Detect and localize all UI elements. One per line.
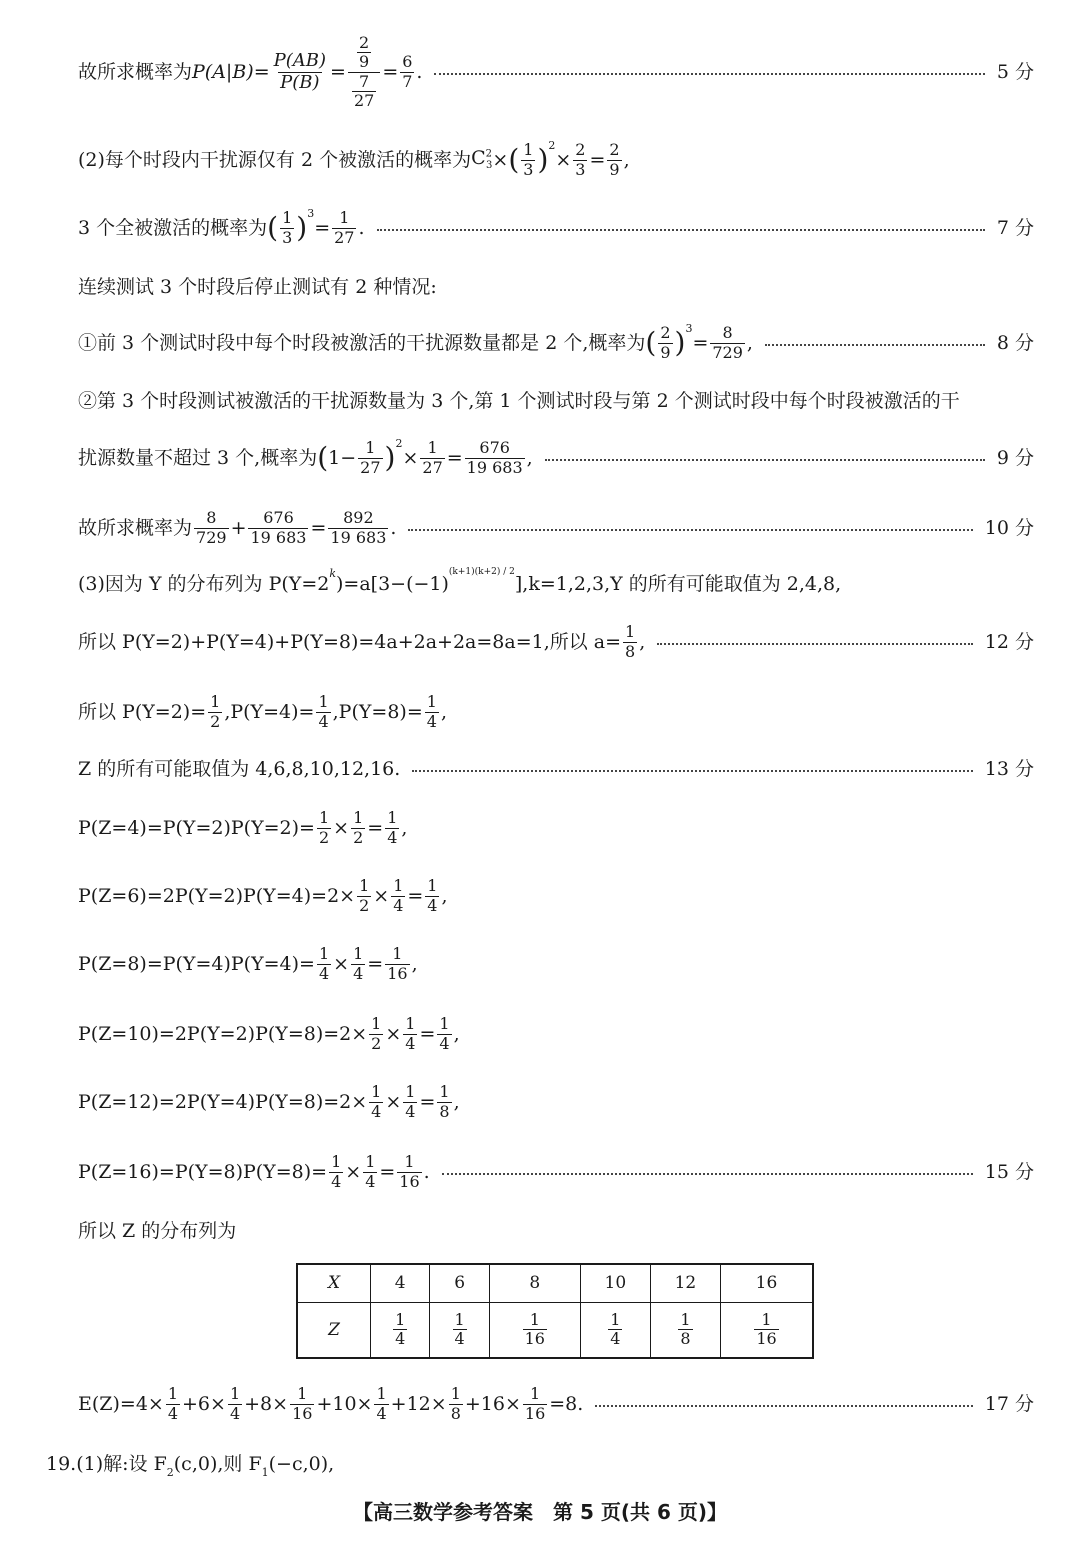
table-cell: 8	[489, 1264, 580, 1302]
plus-sign: +	[230, 516, 247, 539]
fraction: $\frac{892}{19 683}$	[330, 508, 387, 547]
period: .	[390, 516, 397, 539]
superscript: (k+1)(k+2) / 2	[448, 567, 515, 577]
table-cell: 6	[430, 1264, 489, 1302]
fraction: $\frac{1}{16}$	[387, 944, 408, 983]
fraction: $\frac{676}{19 683}$	[466, 438, 523, 477]
text: P(Z=16)=P(Y=8)P(Y=8)=	[78, 1160, 328, 1183]
dot-leader	[545, 459, 985, 461]
text: +16×	[464, 1392, 521, 1415]
dot-leader	[595, 1405, 972, 1407]
comma: ,	[623, 148, 630, 171]
times-sign: ×	[385, 1090, 402, 1113]
times-sign: ×	[385, 1022, 402, 1045]
times-sign: ×	[402, 446, 419, 469]
fraction: $\frac{1}{16}$	[399, 1152, 420, 1191]
equals-sign: =	[419, 1090, 436, 1113]
comma: ,	[441, 884, 448, 907]
fraction: $\frac{1}{4}$	[365, 1152, 376, 1191]
table-cell: $\frac{1}{4}$	[430, 1302, 489, 1358]
text: (c,0),则 F	[173, 1452, 262, 1475]
fraction: $\frac{1}{4}$	[331, 1152, 342, 1191]
fraction: $\frac{676}{19 683}$	[250, 508, 307, 547]
period: .	[358, 216, 365, 239]
text: )=a[3−(−1)	[336, 572, 449, 595]
solution-line-21	[46, 1450, 1034, 1478]
times-sign: ×	[555, 148, 572, 171]
text: ②第 3 个时段测试被激活的干扰源数量为 3 个,第 1 个测试时段与第 2 个测试时段中每个时段被激活的干	[78, 389, 960, 412]
times-sign: ×	[492, 148, 509, 171]
fraction: $\frac{1}{4}$	[387, 808, 398, 847]
table-cell: $\frac{1}{16}$	[720, 1302, 813, 1358]
score-mark: 8 分	[996, 331, 1034, 354]
table-row-values	[297, 1264, 813, 1302]
text: +10×	[316, 1392, 373, 1415]
dot-leader	[442, 1173, 973, 1175]
equals-sign: =	[382, 60, 399, 83]
dot-leader	[765, 344, 985, 346]
period: .	[416, 60, 423, 83]
dot-leader	[412, 770, 972, 772]
text: ],k=1,2,3,Y 的所有可能取值为 2,4,8,	[514, 572, 842, 595]
comma: ,	[411, 952, 418, 975]
solution-line-11	[78, 688, 1034, 736]
fraction: $\frac{1}{2}$	[318, 808, 330, 847]
table-cell: $\frac{1}{4}$	[580, 1302, 650, 1358]
text: +12×	[390, 1392, 447, 1415]
text: P(Z=12)=2P(Y=4)P(Y=8)=2×	[78, 1090, 368, 1113]
solution-line-16	[78, 1010, 1034, 1058]
solution-line-5: ①前 3 个测试时段中每个时段被激活的干扰源数量都是 2 个,概率为 ( $\frac{2}{9}$ ) $^3$ = $\frac{8}{729}$ , 8 分	[78, 322, 1034, 362]
solution-line-17	[78, 1078, 1034, 1126]
fraction: $\frac{1}{4}$	[405, 1082, 416, 1121]
score-mark: 7 分	[996, 216, 1034, 239]
table-cell: 10	[580, 1264, 650, 1302]
score-mark: 15 分	[984, 1160, 1034, 1183]
math-expr: P(A|B)=	[192, 60, 270, 83]
fraction: $\frac{1}{8}$	[625, 622, 636, 661]
fraction: $\frac{2}{9}$	[660, 323, 671, 362]
text: (3)因为 Y 的分布列为 P(Y=2	[78, 572, 330, 595]
solution-line-3: 3 个全被激活的概率为 ( $\frac{1}{3}$ ) $^3$ = $\frac{1}{27}$ . 7 分	[78, 207, 1034, 247]
page-footer: 【高三数学参考答案 第 5 页(共 6 页)】	[353, 1500, 727, 1524]
table-cell: $\frac{1}{16}$	[489, 1302, 580, 1358]
fraction: $\frac{P(AB)}{P(B)}$	[273, 49, 327, 93]
equals-sign: =	[310, 516, 327, 539]
equals-sign: =	[589, 148, 606, 171]
equals-sign: =	[379, 1160, 396, 1183]
text: +6×	[182, 1392, 226, 1415]
text: 3 个全被激活的概率为	[78, 216, 268, 239]
comma: ,	[526, 446, 533, 469]
score-mark: 17 分	[984, 1392, 1034, 1415]
score-mark: 10 分	[984, 516, 1034, 539]
text: 故所求概率为	[78, 60, 193, 83]
text: P(Z=8)=P(Y=4)P(Y=4)=	[78, 952, 315, 975]
text: (2)每个时段内干扰源仅有 2 个被激活的概率为	[78, 148, 472, 171]
right-paren: )	[384, 441, 396, 474]
text: ①前 3 个测试时段中每个时段被激活的干扰源数量都是 2 个,概率为	[78, 331, 646, 354]
dot-leader	[434, 73, 984, 75]
table-header-z: Z	[297, 1302, 371, 1358]
fraction: $\frac{2}{3}$	[575, 140, 586, 179]
table-cell: $\frac{1}{4}$	[371, 1302, 430, 1358]
comma: ,	[401, 816, 408, 839]
solution-line-4	[78, 274, 1034, 300]
fraction: $\frac{8}{729}$	[712, 323, 743, 362]
solution-line-8	[78, 504, 1034, 552]
equals-sign: =	[314, 216, 331, 239]
score-mark: 9 分	[996, 446, 1034, 469]
fraction: $\frac{1}{4}$	[376, 1384, 387, 1423]
text: +8×	[244, 1392, 289, 1415]
compound-fraction: $\frac{\frac{2}{9}}{\frac{7}{27}}$	[348, 34, 380, 111]
text: E(Z)=4×	[78, 1392, 164, 1415]
right-paren: )	[296, 211, 308, 244]
fraction: $\frac{1}{27}$	[360, 438, 381, 477]
subscript: 2	[166, 1466, 174, 1479]
fraction: $\frac{1}{3}$	[523, 140, 534, 179]
fraction: $\frac{1}{4}$	[318, 944, 330, 983]
fraction: $\frac{1}{8}$	[450, 1384, 461, 1423]
period: .	[423, 1160, 430, 1183]
text: 所以 P(Y=2)=	[78, 700, 207, 723]
solution-line-15	[78, 940, 1034, 988]
text: 扰源数量不超过 3 个,概率为	[78, 446, 318, 469]
text: 连续测试 3 个时段后停止测试有 2 种情况:	[78, 275, 437, 298]
text: =8.	[549, 1392, 584, 1415]
fraction: $\frac{1}{4}$	[371, 1082, 382, 1121]
comma: ,	[440, 700, 447, 723]
times-sign: ×	[373, 884, 390, 907]
dot-leader	[657, 643, 973, 645]
solution-line-12	[78, 756, 1034, 782]
comma: ,	[453, 1090, 460, 1113]
fraction: $\frac{1}{4}$	[439, 1014, 450, 1053]
equals-sign: =	[367, 952, 384, 975]
equals-sign: =	[419, 1022, 436, 1045]
text: Z 的所有可能取值为 4,6,8,10,12,16.	[78, 757, 401, 780]
left-paren: (	[317, 441, 329, 474]
fraction: $\frac{1}{27}$	[334, 208, 355, 247]
left-paren: (	[267, 211, 279, 244]
text: (−c,0),	[268, 1452, 335, 1475]
table-cell: 16	[720, 1264, 813, 1302]
score-mark: 12 分	[984, 630, 1034, 653]
fraction: $\frac{1}{2}$	[210, 692, 221, 731]
times-sign: ×	[345, 1160, 362, 1183]
comma: ,	[746, 331, 753, 354]
fraction: $\frac{1}{4}$	[229, 1384, 241, 1423]
solution-line-19	[78, 1218, 1034, 1244]
solution-line-18	[78, 1148, 1034, 1196]
fraction: $\frac{1}{3}$	[282, 208, 293, 247]
dot-leader	[377, 229, 985, 231]
text: P(Z=6)=2P(Y=2)P(Y=4)=2×	[78, 884, 356, 907]
solution-line-6	[78, 388, 1034, 414]
fraction: $\frac{1}{4}$	[427, 876, 438, 915]
solution-line-9	[78, 568, 1034, 600]
right-paren: )	[537, 143, 549, 176]
equals-sign: =	[446, 446, 463, 469]
text: ,P(Y=8)=	[332, 700, 423, 723]
fraction: $\frac{8}{729}$	[196, 508, 227, 547]
dot-leader	[408, 529, 972, 531]
fraction: $\frac{1}{4}$	[318, 692, 329, 731]
table-cell: 4	[371, 1264, 430, 1302]
fraction: $\frac{1}{4}$	[426, 692, 437, 731]
text: 故所求概率为	[78, 516, 193, 539]
solution-line-1	[78, 34, 1034, 110]
table-cell: $\frac{1}{8}$	[650, 1302, 720, 1358]
solution-line-13	[78, 804, 1034, 852]
text: 1−	[328, 446, 357, 469]
fraction: $\frac{1}{4}$	[353, 944, 364, 983]
comma: ,	[639, 630, 646, 653]
right-paren: )	[674, 326, 686, 359]
superscript: k	[329, 567, 336, 580]
solution-line-10	[78, 618, 1034, 666]
fraction: $\frac{1}{2}$	[371, 1014, 382, 1053]
text: P(Z=4)=P(Y=2)P(Y=2)=	[78, 816, 315, 839]
score-mark: 5 分	[996, 60, 1034, 83]
text: ,P(Y=4)=	[224, 700, 315, 723]
text: 所以 P(Y=2)+P(Y=4)+P(Y=8)=4a+2a+2a=8a=1,所以 a=	[78, 630, 622, 653]
solution-line-2: (2)每个时段内干扰源仅有 2 个被激活的概率为 $C^2_3$ × ( $\frac{1}{3}$ ) $^2$ × $\frac{2}{3}$ = $\frac{2}{9}$ ,	[78, 139, 630, 179]
comma: ,	[453, 1022, 460, 1045]
distribution-table	[296, 1263, 814, 1359]
left-paren: (	[508, 143, 520, 176]
solution-line-14	[78, 872, 1034, 920]
left-paren: (	[645, 326, 657, 359]
fraction: $\frac{1}{16}$	[524, 1384, 546, 1423]
equals-sign: =	[330, 60, 346, 83]
fraction: $\frac{6}{7}$	[402, 52, 413, 91]
combination-symbol: $C^2_3$	[471, 146, 493, 172]
fraction: $\frac{1}{16}$	[292, 1384, 313, 1423]
fraction: $\frac{1}{27}$	[422, 438, 443, 477]
solution-line-7: 扰源数量不超过 3 个,概率为 ( 1− $\frac{1}{27}$ ) $^2$ × $\frac{1}{27}$ = $\frac{676}{19 683}$ , 9 分	[78, 437, 1034, 477]
fraction: $\frac{1}{2}$	[353, 808, 364, 847]
fraction: $\frac{2}{9}$	[609, 140, 620, 179]
fraction: $\frac{1}{4}$	[167, 1384, 179, 1423]
table-header-x: X	[297, 1264, 371, 1302]
equals-sign: =	[692, 331, 709, 354]
fraction: $\frac{1}{4}$	[393, 876, 404, 915]
fraction: $\frac{1}{8}$	[439, 1082, 450, 1121]
fraction: $\frac{1}{2}$	[359, 876, 370, 915]
text: 19.(1)解:设 F	[46, 1452, 167, 1475]
table-row-probabilities	[297, 1302, 813, 1358]
table-cell: 12	[650, 1264, 720, 1302]
text: 所以 Z 的分布列为	[78, 1219, 237, 1242]
score-mark: 13 分	[984, 757, 1034, 780]
solution-line-20	[78, 1380, 1034, 1428]
equals-sign: =	[367, 816, 384, 839]
fraction: $\frac{1}{4}$	[405, 1014, 416, 1053]
equals-sign: =	[407, 884, 424, 907]
subscript: 1	[261, 1466, 269, 1479]
text: P(Z=10)=2P(Y=2)P(Y=8)=2×	[78, 1022, 368, 1045]
times-sign: ×	[333, 952, 350, 975]
times-sign: ×	[333, 816, 350, 839]
